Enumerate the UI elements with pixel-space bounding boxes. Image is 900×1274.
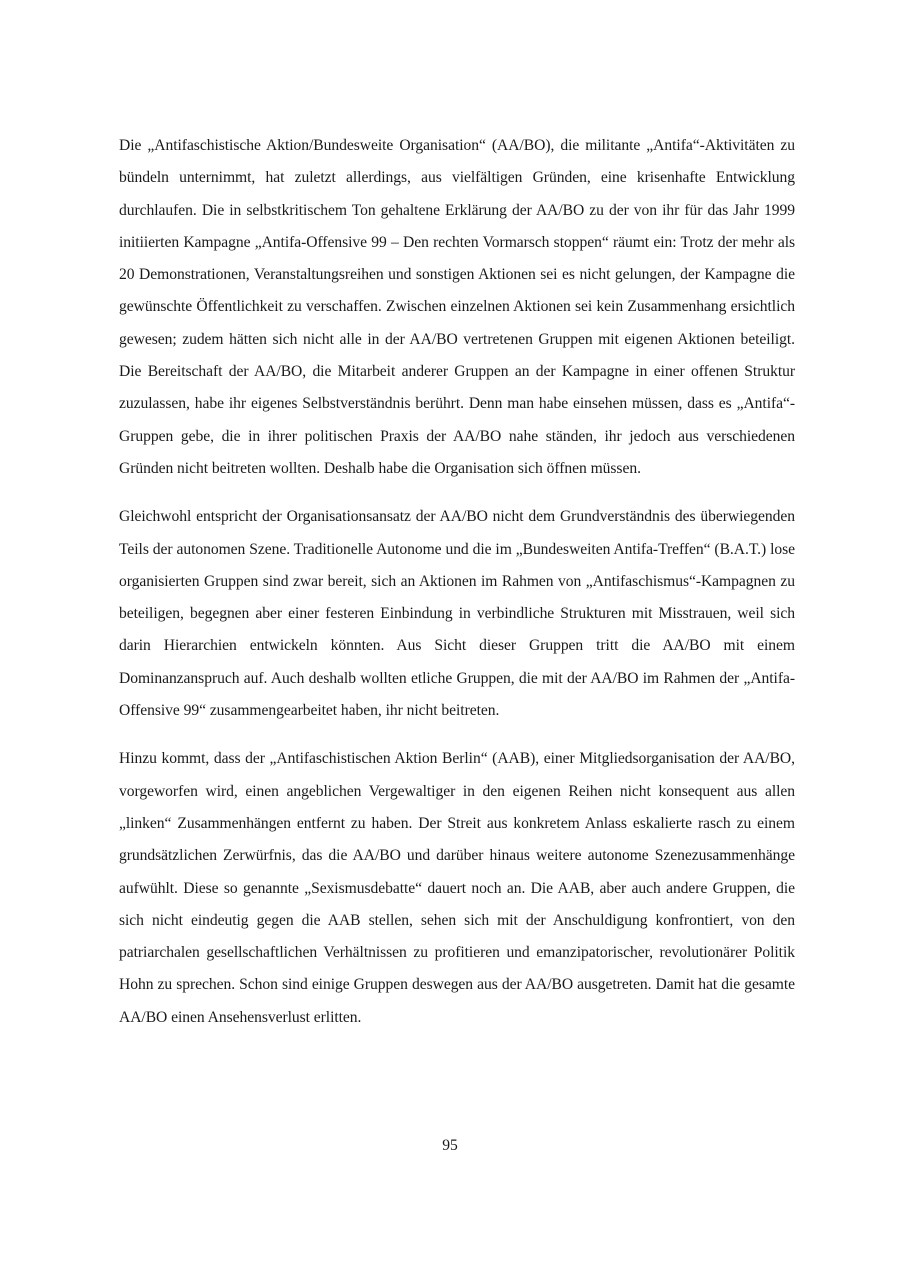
paragraph: Die „Antifaschistische Aktion/Bundesweite Organisation“ (AA/BO), die militante „Antifa“-Aktivitäten zu bündeln unternimmt, hat zuletzt allerdings, aus vielfältigen Gründen, eine krisenhafte Entwicklung durchlaufen. Die in selbstkritischem Ton gehaltene Erklärung der AA/BO zu der von ihr für das Jahr 1999 initiierten Kampagne „Antifa-Offensive 99 – Den rechten Vormarsch stoppen“ räumt ein: Trotz der mehr als 20 Demonstrationen, Veranstaltungsreihen und sonstigen Aktionen sei es nicht gelungen, der Kampagne die gewünschte Öffentlichkeit zu verschaffen. Zwischen einzelnen Aktionen sei kein Zusammenhang ersichtlich gewesen; zudem hätten sich nicht alle in der AA/BO vertretenen Gruppen mit eigenen Aktionen beteiligt. Die Bereitschaft der AA/BO, die Mitarbeit anderer Gruppen an der Kampagne in einer offenen Struktur zuzulassen, habe ihr eigenes Selbstverständnis berührt. Denn man habe einsehen müssen, dass es „Antifa“-Gruppen gebe, die in ihrer politischen Praxis der AA/BO nahe ständen, ihr jedoch aus verschiedenen Gründen nicht beitreten wollten. Deshalb habe die Organisation sich öffnen müssen. — [119, 137, 795, 477]
paragraph: Gleichwohl entspricht der Organisationsansatz der AA/BO nicht dem Grundverständnis des überwiegenden Teils der autonomen Szene. Traditionelle Autonome und die im „Bundesweiten Antifa-Treffen“ (B.A.T.) lose organisierten Gruppen sind zwar bereit, sich an Aktionen im Rahmen von „Antifaschismus“-Kampagnen zu beteiligen, begegnen aber einer festeren Einbindung in verbindliche Strukturen mit Misstrauen, weil sich darin Hierarchien entwickeln könnten. Aus Sicht dieser Gruppen tritt die AA/BO mit einem Dominanzanspruch auf. Auch deshalb wollten etliche Gruppen, die mit der AA/BO im Rahmen der „Antifa-Offensive 99“ zusammengearbeitet haben, ihr nicht beitreten. — [119, 508, 795, 720]
paragraph: Hinzu kommt, dass der „Antifaschistischen Aktion Berlin“ (AAB), einer Mitgliedsorganisation der AA/BO, vorgeworfen wird, einen angeblichen Vergewaltiger in den eigenen Reihen nicht konsequent aus allen „linken“ Zusammenhängen entfernt zu haben. Der Streit aus konkretem Anlass eskalierte rasch zu einem grundsätzlichen Zerwürfnis, das die AA/BO und darüber hinaus weitere autonome Szenezusammenhänge aufwühlt. Diese so genannte „Sexismusdebatte“ dauert noch an. Die AAB, aber auch andere Gruppen, die sich nicht eindeutig gegen die AAB stellen, sehen sich mit der Anschuldigung konfrontiert, von den patriarchalen gesellschaftlichen Verhältnissen zu profitieren und emanzipatorischer, revolutionärer Politik Hohn zu sprechen. Schon sind einige Gruppen deswegen aus der AA/BO ausgetreten. Damit hat die gesamte AA/BO einen Ansehensverlust erlitten. — [119, 750, 795, 1026]
body-text — [119, 130, 795, 1050]
page-number: 95 — [442, 1137, 458, 1154]
